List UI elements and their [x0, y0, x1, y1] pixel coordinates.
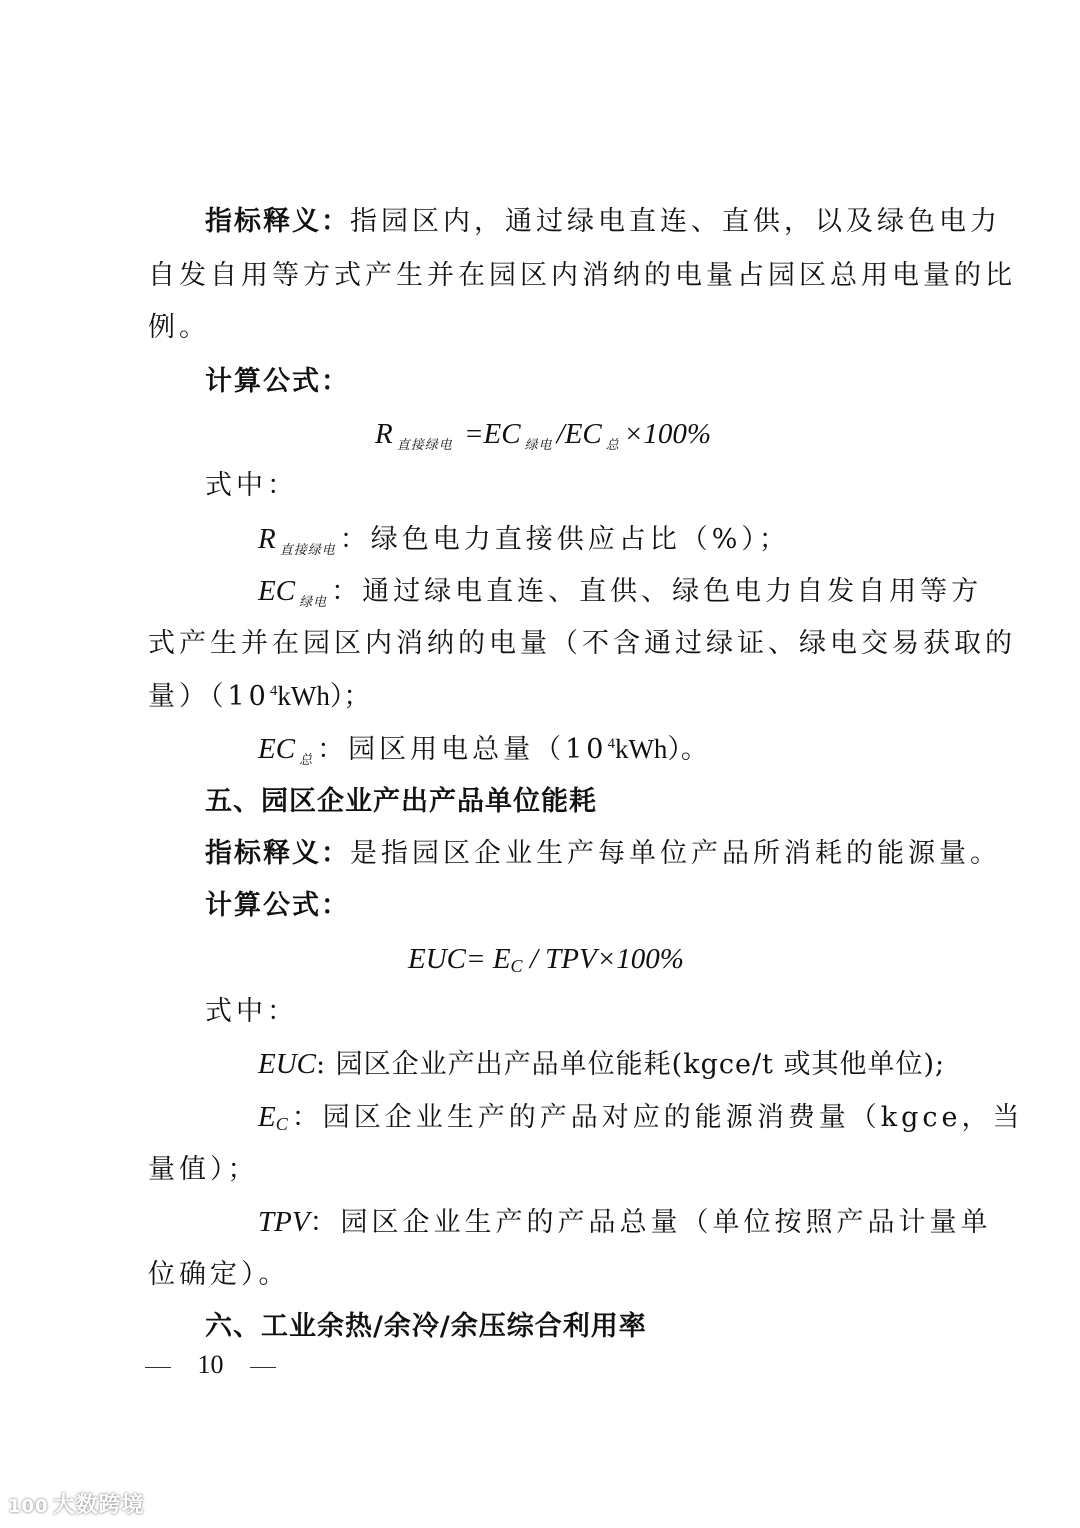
footer-dash-left — [145, 1367, 171, 1368]
page-number: 10 — [197, 1350, 224, 1379]
where-label: 式中： — [205, 996, 298, 1027]
page-footer — [145, 1350, 276, 1380]
variable-definition: R $_{直接绿电}$ ：绿色电力直接供应占比（%）； — [258, 523, 790, 558]
watermark — [8, 1488, 145, 1519]
variable-definition-continued: 位确定）。 — [148, 1259, 290, 1290]
variable-definition: EC $_总$ ：园区用电总量$(10^4kWh)$。 — [258, 733, 708, 768]
watermark-logo-icon: 100 — [8, 1496, 49, 1517]
variable-definition: EUC: 园区企业产出产品单位能耗(kgce/t 或其他单位); — [258, 1048, 946, 1080]
section-heading-5: 五、园区企业产出产品单位能耗 — [205, 786, 597, 817]
variable-definition-continued: 量）$(10^4kWh)$； — [148, 681, 371, 712]
definition-paragraph: 指标释义：是指园区企业生产每单位产品所消耗的能源量。 — [205, 838, 1001, 869]
formula-unit-energy-consumption: EUC= EC / TPV×100% — [408, 943, 684, 976]
variable-definition-continued: 量值）； — [148, 1154, 259, 1185]
formula-green-power-ratio: R $_{直接绿电}$ =EC $_{绿电}$ /EC $_总$ ×100% — [375, 418, 712, 452]
footer-dash-right — [250, 1367, 276, 1368]
definition-label: 指标释义： — [205, 206, 350, 237]
variable-definition-continued: 式产生并在园区内消纳的电量（不含通过绿证、绿电交易获取的 — [148, 628, 1016, 659]
formula-label: 计算公式： — [205, 890, 350, 921]
watermark-text: 大数跨境 — [52, 1493, 145, 1518]
variable-definition: EC $_{绿电}$ ：通过绿电直连、直供、绿色电力自发自用等方 — [258, 575, 983, 610]
variable-definition: TPV：园区企业生产的产品总量（单位按照产品计量单 — [258, 1206, 992, 1238]
definition-paragraph-line1: 指标释义：指园区内，通过绿电直连、直供，以及绿色电力 — [205, 206, 1001, 237]
section-heading-6: 六、工业余热/余冷/余压综合利用率 — [205, 1311, 647, 1342]
variable-definition: EC：园区企业生产的产品对应的能源消费量（kgce，当 — [258, 1101, 1024, 1134]
definition-paragraph-line3: 例。 — [148, 312, 210, 343]
formula-label: 计算公式： — [205, 366, 350, 397]
definition-paragraph-line2: 自发自用等方式产生并在园区内消纳的电量占园区总用电量的比 — [148, 260, 1016, 291]
where-label: 式中： — [205, 470, 298, 501]
definition-label: 指标释义： — [205, 838, 350, 869]
